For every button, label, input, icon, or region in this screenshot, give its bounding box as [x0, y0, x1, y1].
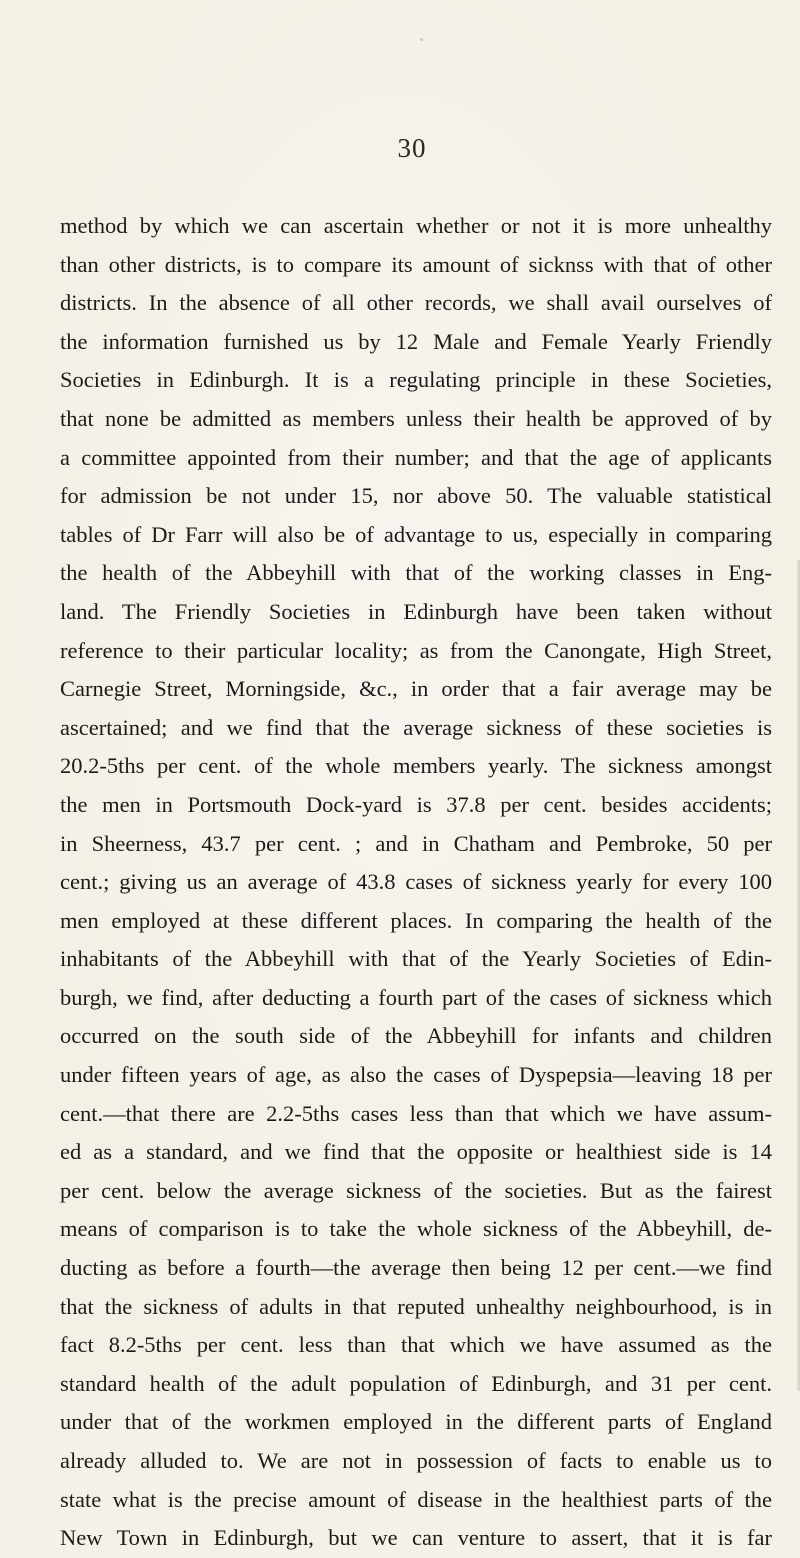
- text-line: men employed at these different places. In comparing the health of the: [60, 907, 772, 933]
- text-line: in Sheerness, 43.7 per cent. ; and in Chatham and Pembroke, 50 per: [60, 830, 772, 856]
- paper-speck: [208, 612, 210, 614]
- text-line: 20.2-5ths per cent. of the whole members yearly. The sickness amongst: [60, 753, 772, 779]
- text-line: the information furnished us by 12 Male and Female Yearly Friendly: [60, 328, 772, 354]
- text-line: than other districts, is to compare its amount of sicknss with that of other: [60, 251, 772, 277]
- text-line: ed as a standard, and we find that the opposite or healthiest side is 14: [60, 1139, 772, 1165]
- text-line: reference to their particular locality; as from the Canongate, High Street,: [60, 637, 772, 663]
- text-line: New Town in Edinburgh, but we can venture to assert, that it is far: [60, 1525, 772, 1551]
- text-line: a committee appointed from their number; and that the age of applicants: [60, 444, 772, 470]
- text-line: Carnegie Street, Morningside, &c., in order that a fair average may be: [60, 676, 772, 702]
- text-line: occurred on the south side of the Abbeyhill for infants and children: [60, 1023, 772, 1049]
- text-line: the health of the Abbeyhill with that of the working classes in Eng-: [60, 560, 772, 586]
- paper-speck: [612, 1003, 614, 1005]
- text-line: per cent. below the average sickness of the societies. But as the fairest: [60, 1177, 772, 1203]
- text-line: that the sickness of adults in that reputed unhealthy neighbourhood, is in: [60, 1293, 772, 1319]
- text-line: the men in Portsmouth Dock-yard is 37.8 per cent. besides accidents;: [60, 791, 772, 817]
- text-line: under fifteen years of age, as also the cases of Dyspepsia—leaving 18 per: [60, 1062, 772, 1088]
- text-line: already alluded to. We are not in possession of facts to enable us to: [60, 1448, 772, 1473]
- text-line: under that of the workmen employed in the different parts of England: [60, 1409, 772, 1435]
- page-number: 30: [397, 133, 427, 163]
- text-line: burgh, we find, after deducting a fourth part of the cases of sickness which: [60, 984, 772, 1010]
- paper-speck: [420, 38, 423, 41]
- text-line: districts. In the absence of all other records, we shall avail ourselves of: [60, 290, 772, 316]
- body-text: [60, 207, 772, 1558]
- text-line: tables of Dr Farr will also be of advantage to us, especially in comparing: [60, 521, 772, 547]
- text-line: Societies in Edinburgh. It is a regulating principle in these Societies,: [60, 367, 772, 393]
- page-edge-shadow: [796, 560, 800, 1391]
- text-line: ducting as before a fourth—the average then being 12 per cent.—we find: [60, 1255, 772, 1281]
- text-line: fact 8.2-5ths per cent. less than that which we have assumed as the: [60, 1332, 772, 1358]
- text-line: inhabitants of the Abbeyhill with that of the Yearly Societies of Edin-: [60, 946, 772, 972]
- text-line: ascertained; and we find that the average sickness of these societies is: [60, 714, 772, 740]
- text-line: method by which we can ascertain whether or not it is more unhealthy: [60, 213, 772, 238]
- text-line: for admission be not under 15, nor above 50. The valuable statistical: [60, 483, 772, 509]
- text-line: land. The Friendly Societies in Edinburgh have been taken without: [60, 598, 772, 624]
- text-line: state what is the precise amount of disease in the healthiest parts of the: [60, 1486, 772, 1512]
- text-line: means of comparison is to take the whole sickness of the Abbeyhill, de-: [60, 1216, 772, 1242]
- text-line: standard health of the adult population of Edinburgh, and 31 per cent.: [60, 1370, 772, 1396]
- text-line: cent.—that there are 2.2-5ths cases less than that which we have assum-: [60, 1100, 772, 1126]
- text-line: cent.; giving us an average of 43.8 cases of sickness yearly for every 100: [60, 869, 772, 895]
- text-line: that none be admitted as members unless their health be approved of by: [60, 405, 772, 431]
